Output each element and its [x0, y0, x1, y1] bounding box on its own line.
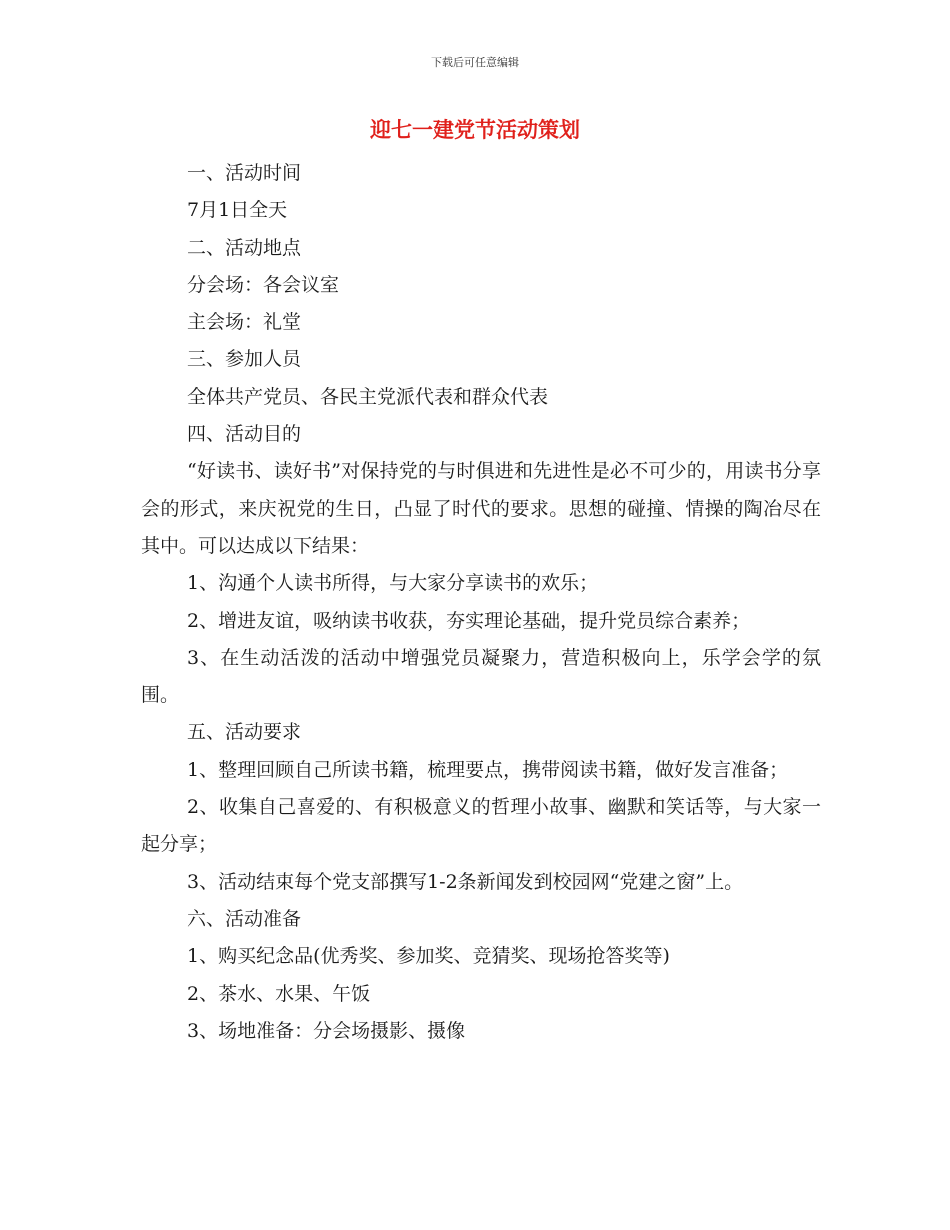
list-item: 2、增进友谊，吸纳读书收获，夯实理论基础，提升党员综合素养；: [187, 609, 751, 632]
list-item: 2、收集自己喜爱的、有积极意义的哲理小故事、幽默和笑话等，与大家一起分享；: [141, 796, 821, 856]
list-item: 2、茶水、水果、午饭: [187, 982, 371, 1005]
section-heading-requirements: 五、活动要求: [187, 721, 302, 744]
paragraph: 分会场：各会议室: [187, 273, 340, 296]
document-body: [141, 155, 821, 1050]
list-item: 1、沟通个人读书所得，与大家分享读书的欢乐；: [187, 572, 599, 595]
list-item: 3、活动结束每个党支部撰写1-2条新闻发到校园网“党建之窗”上。: [187, 870, 744, 893]
paragraph: “好读书、读好书”对保持党的与时俱进和先进性是必不可少的，用读书分享会的形式，来庆祝党的生日，凸显了时代的要求。思想的碰撞、情操的陶冶尽在其中。可以达成以下结果：: [141, 460, 821, 557]
document-title: 迎七一建党节活动策划: [370, 118, 580, 142]
paragraph: 7月1日全天: [187, 199, 288, 222]
section-heading-participants: 三、参加人员: [187, 348, 302, 371]
section-heading-purpose: 四、活动目的: [187, 423, 302, 446]
paragraph: 主会场：礼堂: [187, 311, 302, 334]
paragraph: 全体共产党员、各民主党派代表和群众代表: [187, 385, 549, 408]
list-item: 3、在生动活泼的活动中增强党员凝聚力，营造积极向上，乐学会学的氛围。: [141, 646, 821, 707]
list-item: 1、购买纪念品(优秀奖、参加奖、竞猜奖、现场抢答奖等): [187, 945, 670, 968]
section-heading-preparation: 六、活动准备: [187, 907, 302, 930]
page-header: 下载后可任意编辑: [431, 56, 519, 69]
list-item: 3、场地准备：分会场摄影、摄像: [187, 1019, 466, 1042]
section-heading-location: 二、活动地点: [187, 236, 302, 259]
section-heading-time: 一、活动时间: [187, 162, 302, 184]
list-item: 1、整理回顾自己所读书籍，梳理要点，携带阅读书籍，做好发言准备；: [187, 758, 789, 781]
